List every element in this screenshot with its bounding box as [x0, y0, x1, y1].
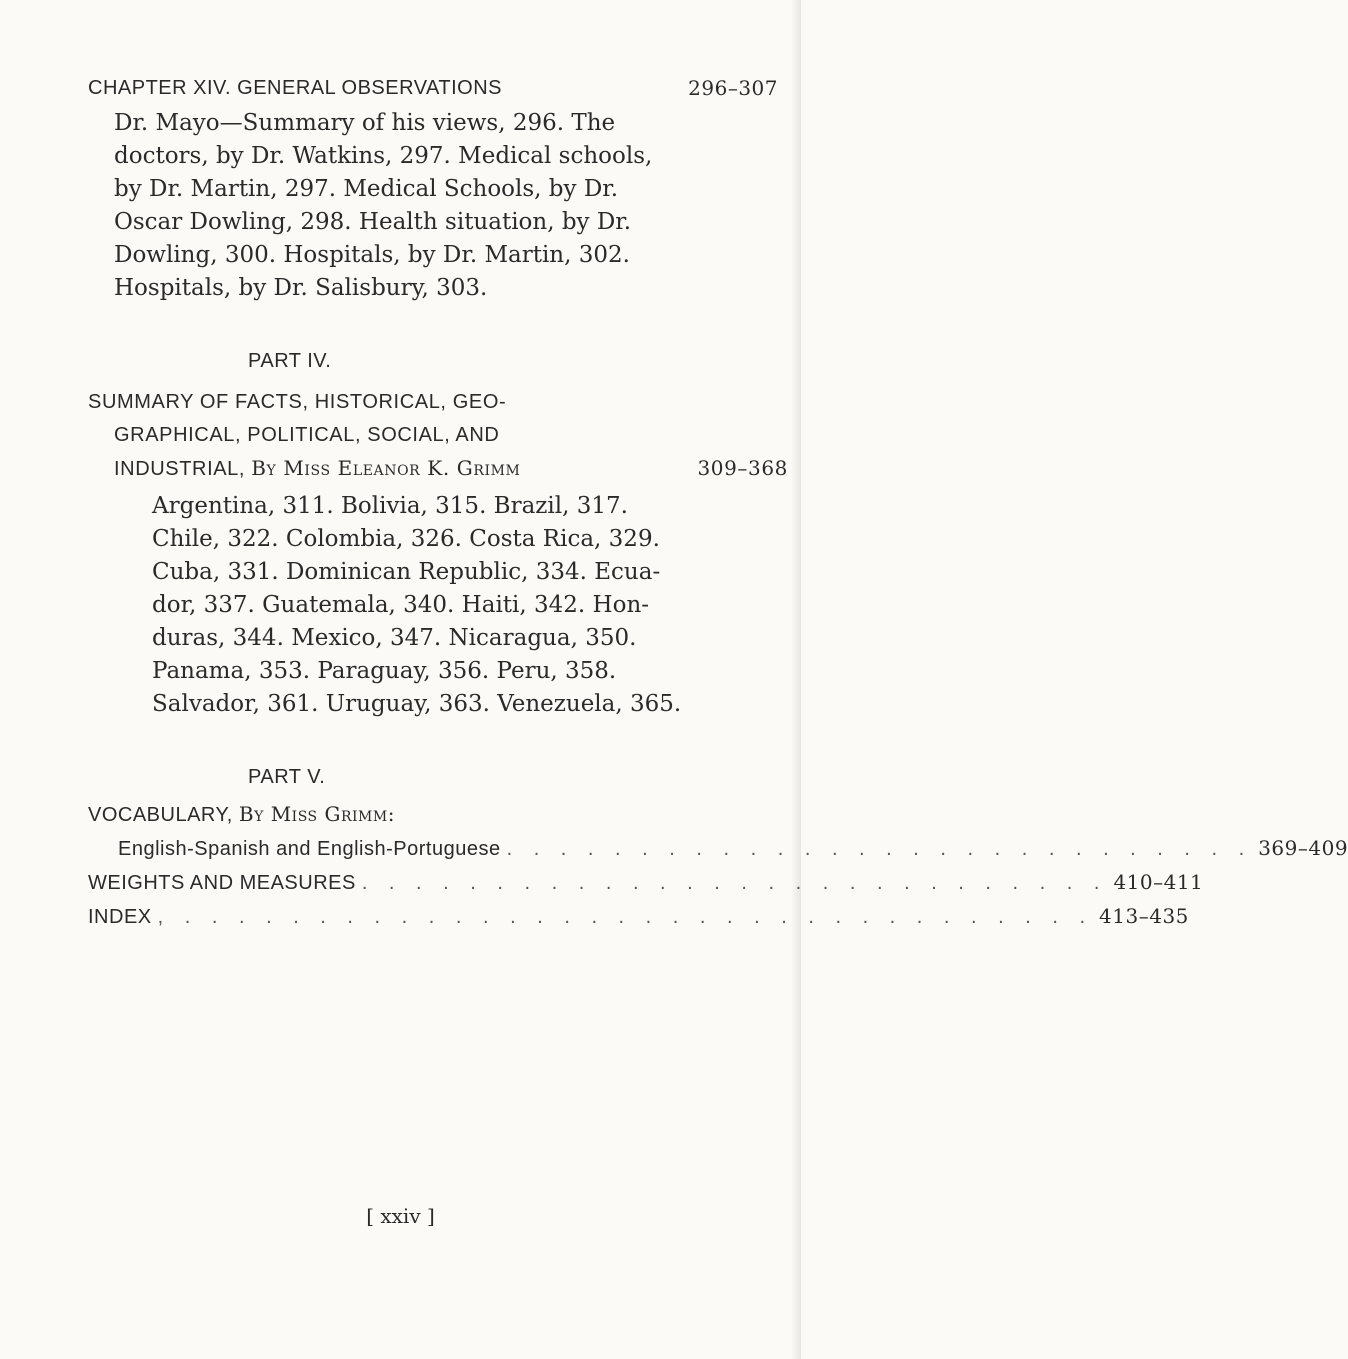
vocabulary-heading: VOCABULARY,	[88, 804, 239, 826]
chapter-14-entry	[88, 72, 778, 105]
weights-entry	[88, 866, 1204, 900]
weights-heading: WEIGHTS AND MEASURES	[88, 872, 356, 894]
summary-line: Chile, 322. Colombia, 326. Costa Rica, 329.	[152, 526, 660, 552]
part-4-author: By Miss Eleanor K. Grimm	[251, 456, 521, 480]
index-heading: INDEX	[88, 906, 152, 928]
summary-line: duras, 344. Mexico, 347. Nicaragua, 350.	[152, 625, 637, 651]
part-4-title-main: INDUSTRIAL,	[114, 458, 252, 480]
page-number: [ xxiv ]	[366, 1204, 435, 1228]
weights-page-range: 410–411	[1113, 870, 1204, 894]
chapter-14-summary	[88, 107, 778, 305]
summary-line: Oscar Dowling, 298. Health situation, by Dr.	[114, 209, 632, 235]
vocabulary-page-range: 369–409	[1258, 836, 1348, 860]
chapter-14-page-range: 296–307	[688, 76, 778, 100]
summary-line: Cuba, 331. Dominican Republic, 334. Ecua-	[152, 559, 661, 585]
dot-leader: . . . . . . . . . . . . . . . . . . . . . . . . . . . .	[506, 838, 1253, 860]
vocabulary-author: By Miss Grimm:	[238, 802, 395, 826]
summary-line: Dr. Mayo—Summary of his views, 296. The	[114, 110, 616, 136]
summary-line: Hospitals, by Dr. Salisbury, 303.	[114, 275, 488, 301]
vocabulary-entry	[88, 798, 778, 832]
summary-line: Dowling, 300. Hospitals, by Dr. Martin, 302.	[114, 242, 630, 268]
summary-line: dor, 337. Guatemala, 340. Haiti, 342. Hon-	[152, 592, 650, 618]
summary-line: Argentina, 311. Bolivia, 315. Brazil, 317.	[152, 493, 628, 519]
part-4-title	[88, 386, 788, 486]
summary-line: Salvador, 361. Uruguay, 363. Venezuela, 365.	[152, 691, 682, 717]
table-of-contents	[88, 72, 1348, 934]
part-4-summary	[88, 490, 778, 721]
part-4-page-range: 309–368	[697, 456, 788, 480]
index-entry	[88, 900, 1189, 934]
part-5-label: PART V.	[248, 766, 326, 788]
part-4-title-line: GRAPHICAL, POLITICAL, SOCIAL, AND	[114, 424, 500, 446]
page-edge-shadow	[791, 0, 801, 1359]
summary-line: doctors, by Dr. Watkins, 297. Medical schools,	[114, 143, 653, 169]
part-4-title-line-3	[88, 452, 788, 486]
part-4-label: PART IV.	[248, 350, 332, 372]
dot-leader: . . . . . . . . . . . . . . . . . . . . . . . . . . . .	[361, 872, 1108, 894]
vocabulary-subtitle: English-Spanish and English-Portuguese	[118, 838, 501, 860]
dot-leader: , . . . . . . . . . . . . . . . . . . . . . . . . . . . . . . . . . .	[157, 906, 1094, 928]
summary-line: Panama, 353. Paraguay, 356. Peru, 358.	[152, 658, 617, 684]
index-page-range: 413–435	[1099, 904, 1189, 928]
vocabulary-subentry	[88, 832, 1348, 866]
part-4-title-line: SUMMARY OF FACTS, HISTORICAL, GEO-	[88, 391, 507, 413]
summary-line: by Dr. Martin, 297. Medical Schools, by Dr.	[114, 176, 619, 202]
chapter-14-heading: CHAPTER XIV. GENERAL OBSERVATIONS	[88, 77, 503, 99]
